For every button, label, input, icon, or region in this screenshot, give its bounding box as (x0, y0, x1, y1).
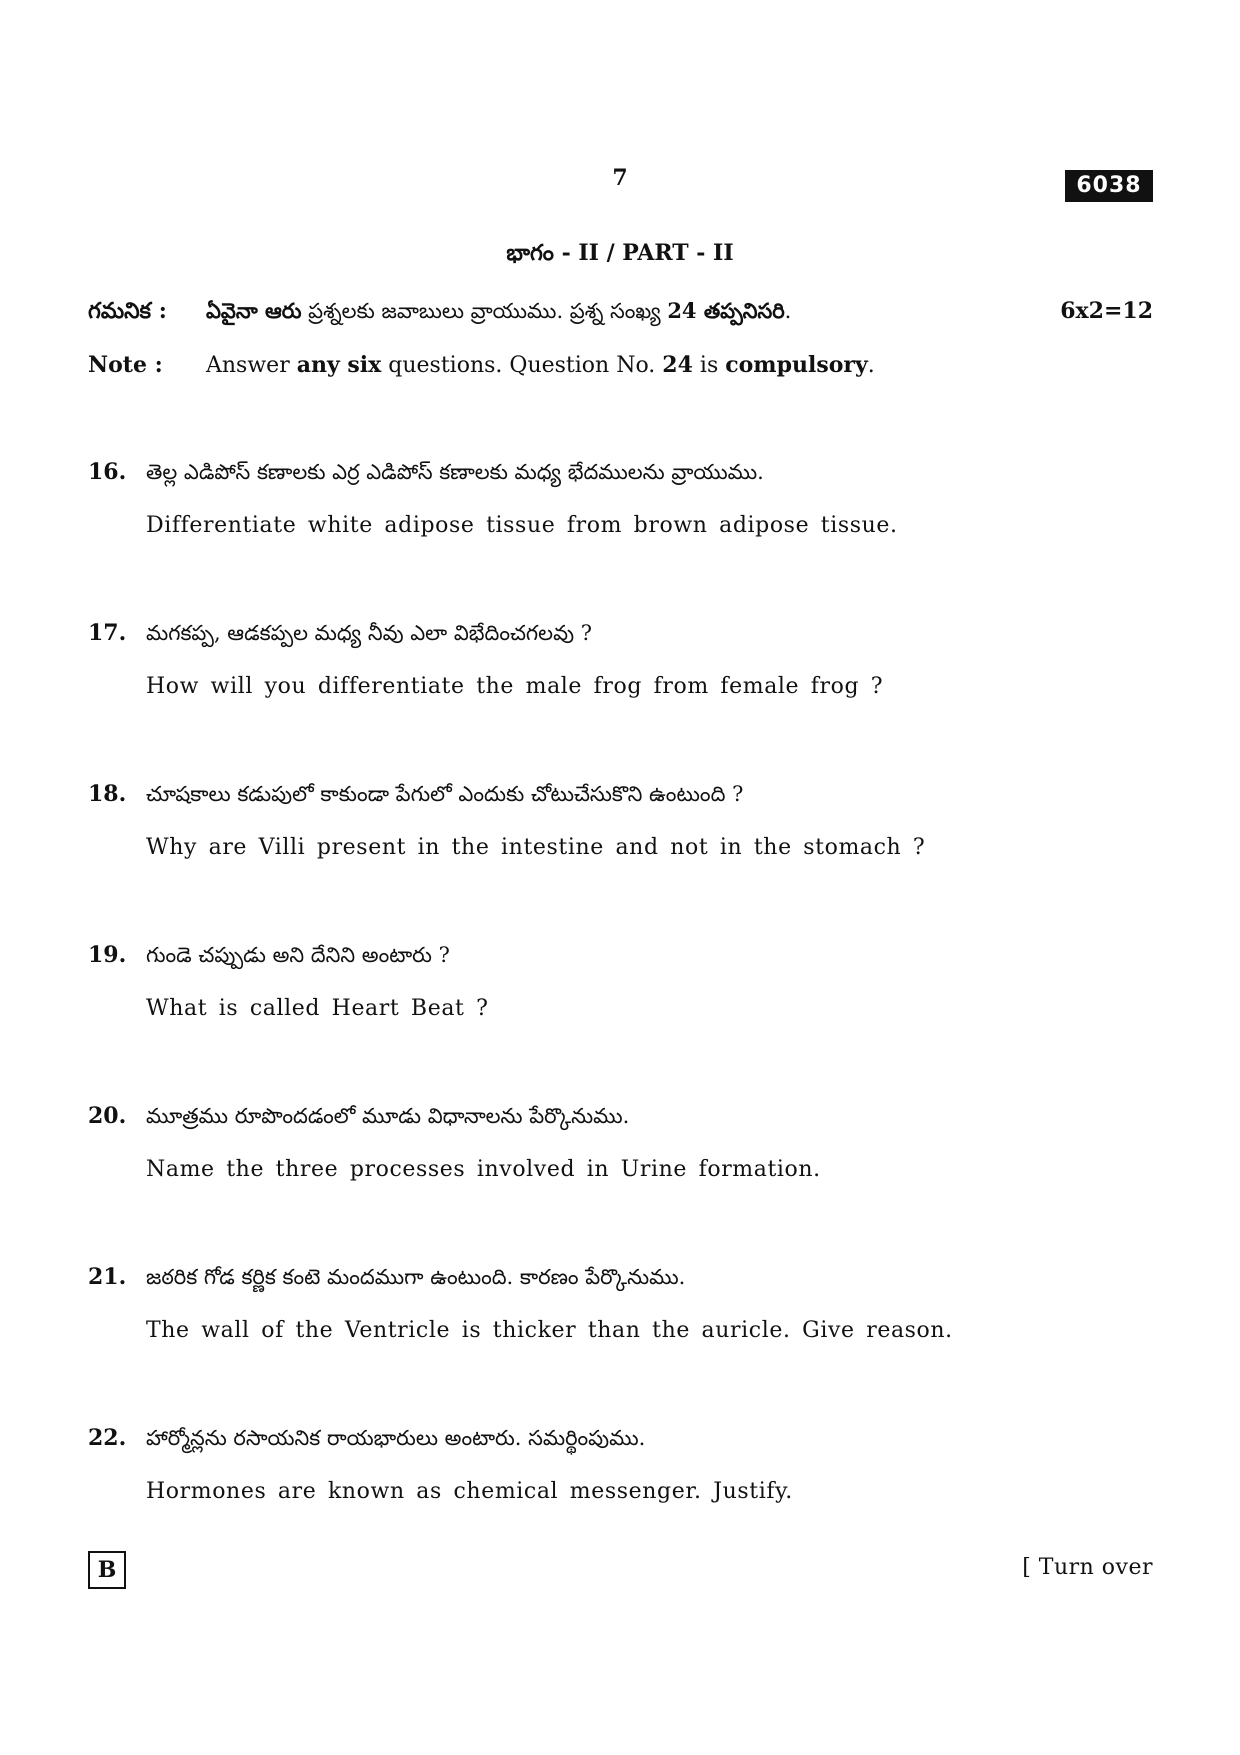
question-text-telugu: హార్మోన్లను రసాయనిక రాయభారులు అంటారు. సమర్థింపుము. (146, 1426, 646, 1450)
question-text-english: Hormones are known as chemical messenger. Justify. (146, 1479, 793, 1504)
paper-code-badge: 6038 (1065, 170, 1153, 202)
question-text-telugu: మగకప్ప, ఆడకప్పల మధ్య నీవు ఎలా విభేదించగలవు ? (146, 621, 592, 645)
question-number: 21. (88, 1264, 127, 1290)
question-number: 16. (88, 459, 127, 485)
question-text-english: How will you differentiate the male frog from female frog ? (146, 674, 884, 699)
turn-over-text: [ Turn over (1022, 1555, 1153, 1580)
question-number: 18. (88, 781, 127, 807)
question-text-telugu: జఠరిక గోడ కర్ణిక కంటె మందముగా ఉంటుంది. కారణం పేర్కొనుము. (146, 1265, 686, 1289)
question-number: 22. (88, 1425, 127, 1451)
question-number: 17. (88, 620, 127, 646)
question-text-english: Why are Villi present in the intestine and not in the stomach ? (146, 835, 926, 860)
question-text-english: Name the three processes involved in Urine formation. (146, 1157, 821, 1182)
question-text-telugu: మూత్రము రూపొందడంలో మూడు విధానాలను పేర్కొనుము. (146, 1104, 630, 1128)
series-code-box: B (88, 1551, 126, 1589)
question-number: 19. (88, 942, 127, 968)
question-text-telugu: చూషకాలు కడుపులో కాకుండా పేగులో ఎందుకు చోటుచేసుకొని ఉంటుంది ? (146, 782, 744, 806)
question-text-english: What is called Heart Beat ? (146, 996, 489, 1021)
page-number: 7 (612, 165, 628, 191)
telugu-note-label: గమనిక : (88, 298, 167, 324)
part-title: భాగం - II / PART - II (506, 240, 734, 266)
question-text-english: The wall of the Ventricle is thicker than the auricle. Give reason. (146, 1318, 953, 1343)
question-number: 20. (88, 1103, 127, 1129)
question-text-telugu: గుండె చప్పుడు అని దేనిని అంటారు ? (146, 943, 450, 967)
telugu-note-text: ఏవైనా ఆరు ప్రశ్నలకు జవాబులు వ్రాయుము. ప్రశ్న సంఖ్య 24 తప్పనిసరి. (206, 298, 792, 323)
english-note-label: Note : (88, 352, 163, 378)
question-text-telugu: తెల్ల ఎడిపోస్ కణాలకు ఎర్ర ఎడిపోస్ కణాలకు మధ్య భేదములను వ్రాయుము. (146, 460, 764, 484)
question-text-english: Differentiate white adipose tissue from brown adipose tissue. (146, 513, 898, 538)
english-note-text: Answer any six questions. Question No. 24 is compulsory. (206, 352, 875, 378)
marks-allocation: 6x2=12 (1060, 298, 1153, 324)
